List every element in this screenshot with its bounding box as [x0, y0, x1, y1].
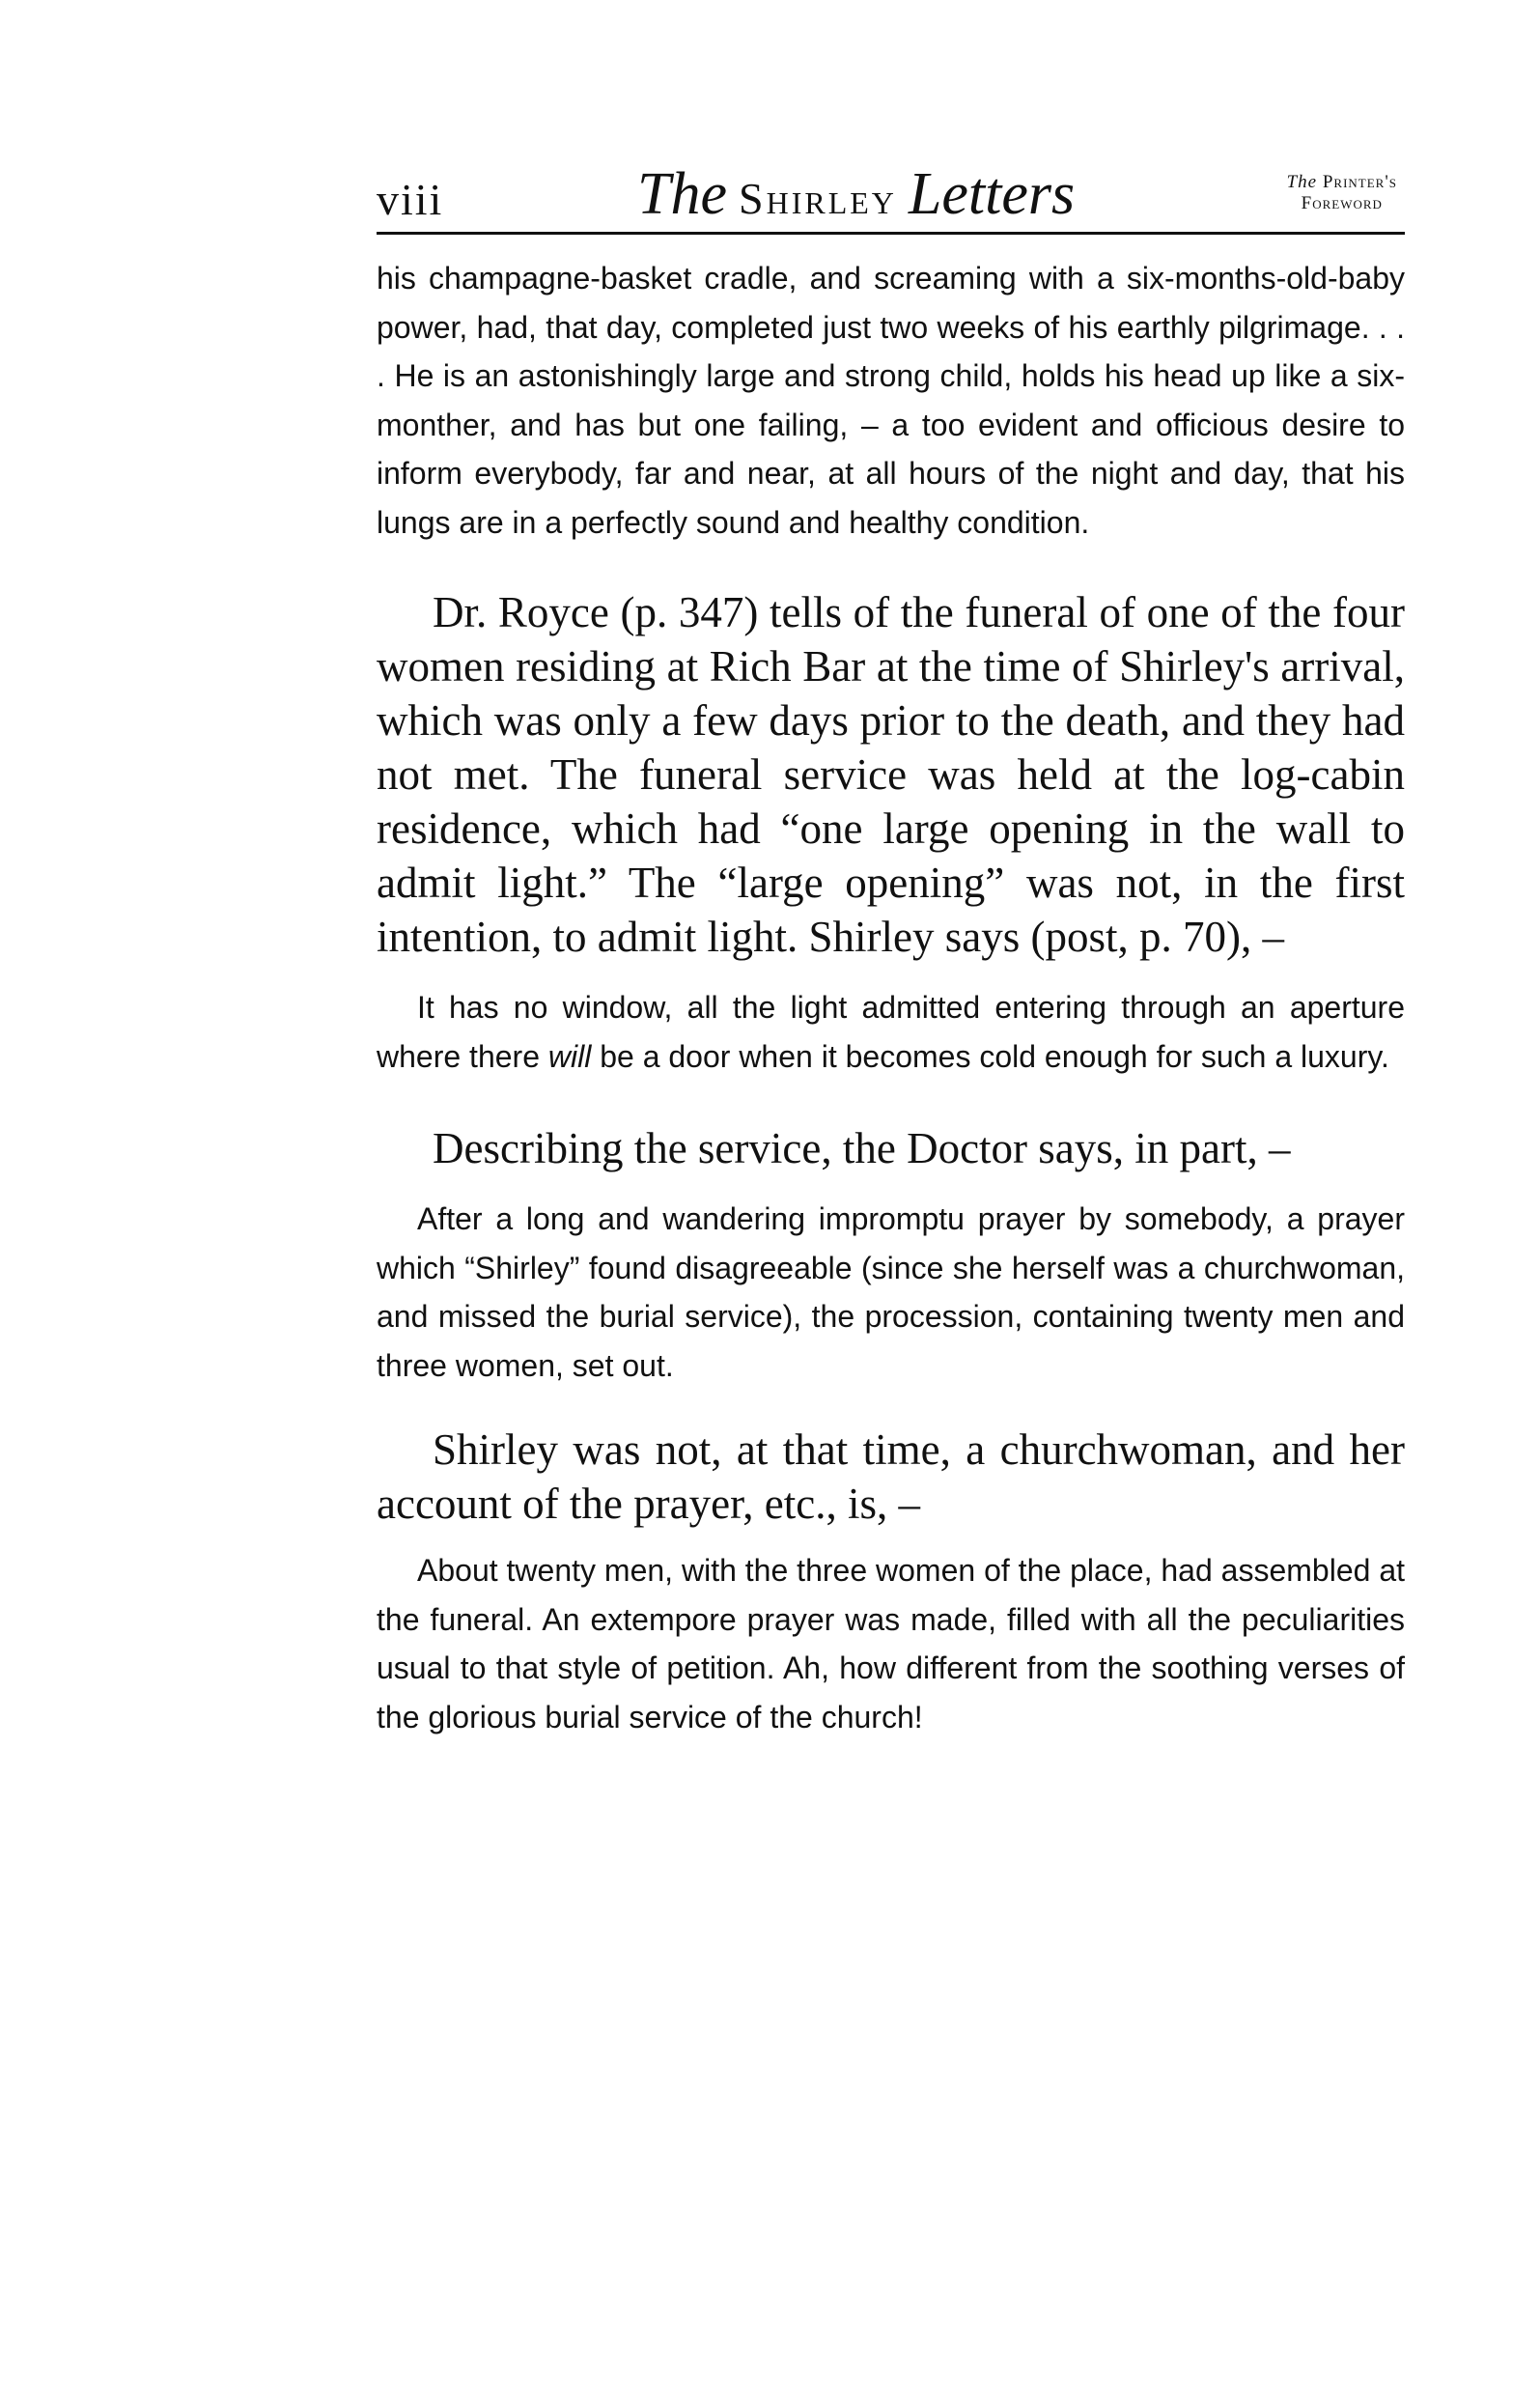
- paragraph-describing-service: Describing the service, the Doctor says, in part, –: [433, 1124, 1291, 1172]
- page-number: viii: [377, 175, 444, 224]
- paragraph-royce-funeral: Dr. Royce (p. 347) tells of the funeral of one of the four women residing at Rich Bar at the time of Shirley's arrival, which was only a few days prior to the death, and they had not met. The funeral service was held at the log-cabin residence, which had “one large opening in the wall to admit light.” The “large opening” was not, in the first intention, to admit light. Shirley says (post, p. 70), –: [377, 588, 1405, 961]
- book-title: [637, 160, 1075, 229]
- book-page: [377, 155, 1405, 1741]
- book-title-shirley: Shirley: [739, 174, 897, 223]
- paragraph-shirley-churchwoman: Shirley was not, at that time, a churchwoman, and her account of the prayer, etc., is, –: [377, 1425, 1405, 1528]
- section-label-printers: Printer's: [1322, 172, 1397, 192]
- section-label-the: The: [1286, 172, 1318, 192]
- section-label-foreword: Foreword: [1301, 193, 1383, 213]
- quote-window-start: It has no window, all the light admitted entering through an aperture where there: [377, 990, 1405, 1074]
- book-title-the: The: [637, 161, 727, 227]
- quoted-passage-prayer: After a long and wandering impromptu prayer by somebody, a prayer which “Shirley” found disagreeable (since she herself was a churchwoman, and missed the burial service), the procession, containing twenty men and three women, set out.: [377, 1201, 1405, 1383]
- quoted-passage-funeral: About twenty men, with the three women of the place, had assembled at the funeral. An extempore prayer was made, filled with all the peculiarities usual to that style of petition. Ah, how different from the soothing verses of the glorious burial service of the church!: [377, 1553, 1405, 1734]
- section-label: [1287, 172, 1397, 214]
- quoted-passage-window: [377, 983, 1405, 1081]
- book-title-letters: Letters: [908, 161, 1076, 227]
- quote-window-emphasis: will: [547, 1038, 592, 1074]
- quote-window-end: be a door when it becomes cold enough for such a luxury.: [591, 1038, 1389, 1074]
- quoted-passage-baby: his champagne-basket cradle, and screaming with a six-months-old-baby power, had, that day, completed just two weeks of his earthly pilgrimage. . . . He is an astonishingly large and strong child, holds his head up like a six-monther, and has but one failing, – a too evident and officious desire to inform everybody, far and near, at all hours of the night and day, that his lungs are in a perfectly sound and healthy condition.: [377, 261, 1405, 540]
- running-head: [377, 155, 1405, 235]
